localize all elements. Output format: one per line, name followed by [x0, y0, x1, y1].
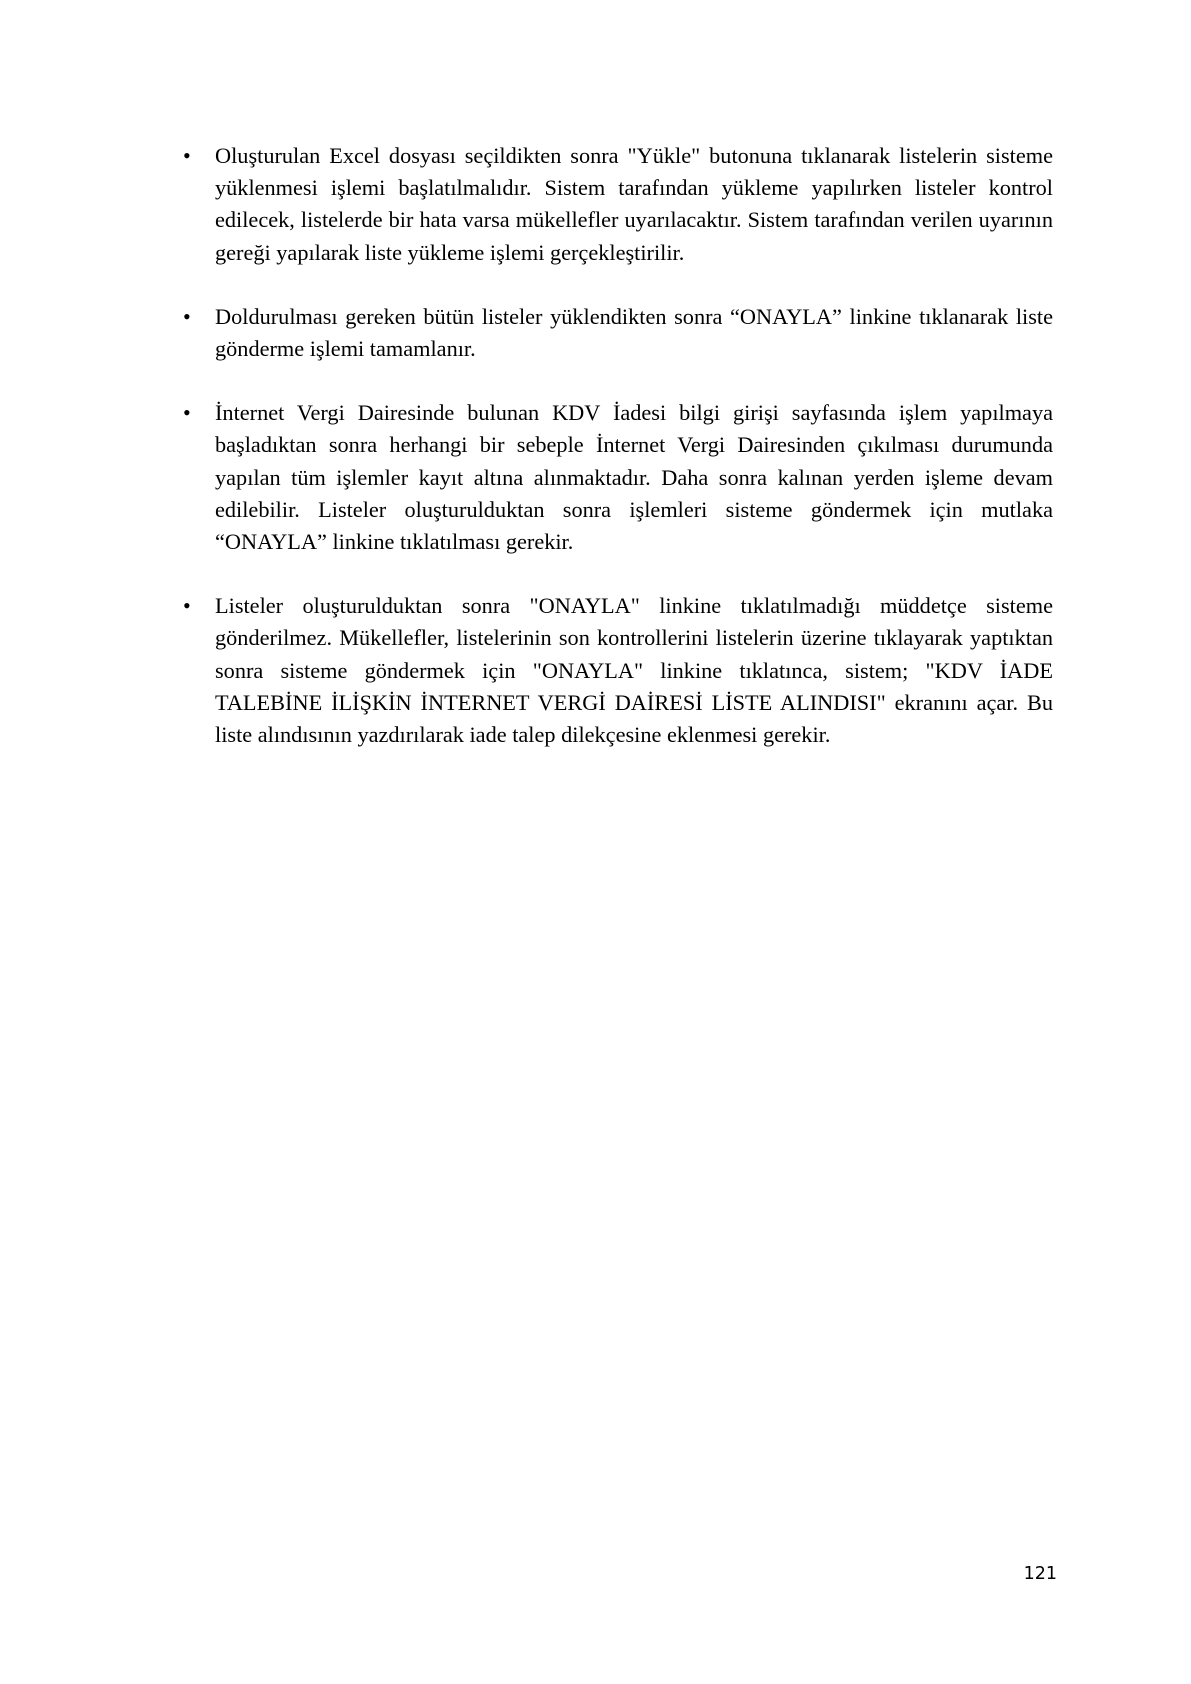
bullet-icon: • [183, 593, 191, 619]
page-number: 121 [1023, 1564, 1057, 1584]
bullet-text: Oluşturulan Excel dosyası seçildikten sonra "Yükle" butonuna tıklanarak listelerin sisteme yüklenmesi işlemi başlatılmalıdır. Sistem tarafından yükleme yapılırken listeler kontrol edilecek, listelerde bir hata varsa mükellefler uyarılacaktır. Sistem tarafından verilen uyarının gereği yapılarak liste yükleme işlemi gerçekleştirilir. [215, 143, 1053, 265]
document-body [183, 140, 1053, 783]
bullet-item-1 [183, 140, 1053, 269]
bullet-icon: • [183, 143, 191, 168]
bullet-icon: • [183, 303, 191, 329]
bullet-item-4 [183, 590, 1053, 751]
bullet-text: İnternet Vergi Dairesinde bulunan KDV İadesi bilgi girişi sayfasında işlem yapılmaya başladıktan sonra herhangi bir sebeple İnternet Vergi Dairesinden çıkılması durumunda yapılan tüm işlemler kayıt altına alınmaktadır. Daha sonra kalınan yerden işleme devam edilebilir. Listeler oluşturulduktan sonra işlemleri sisteme göndermek için mutlaka “ONAYLA” linkine tıklatılması gerekir. [215, 400, 1053, 555]
bullet-item-2 [183, 301, 1053, 365]
bullet-text: Listeler oluşturulduktan sonra "ONAYLA" linkine tıklatılmadığı müddetçe sisteme gönderilmez. Mükellefler, listelerinin son kontrollerini listelerin üzerine tıklayarak yaptıktan sonra sisteme göndermek için "ONAYLA" linkine tıklatınca, sistem; "KDV İADE TALEBİNE İLİŞKİN İNTERNET VERGİ DAİRESİ LİSTE ALINDISI" ekranını açar. Bu liste alındısının yazdırılarak iade talep dilekçesine eklenmesi gerekir. [215, 593, 1053, 748]
bullet-text: Doldurulması gereken bütün listeler yüklendikten sonra “ONAYLA” linkine tıklanarak liste gönderme işlemi tamamlanır. [215, 303, 1053, 362]
bullet-item-3 [183, 397, 1053, 558]
bullet-icon: • [183, 400, 191, 426]
